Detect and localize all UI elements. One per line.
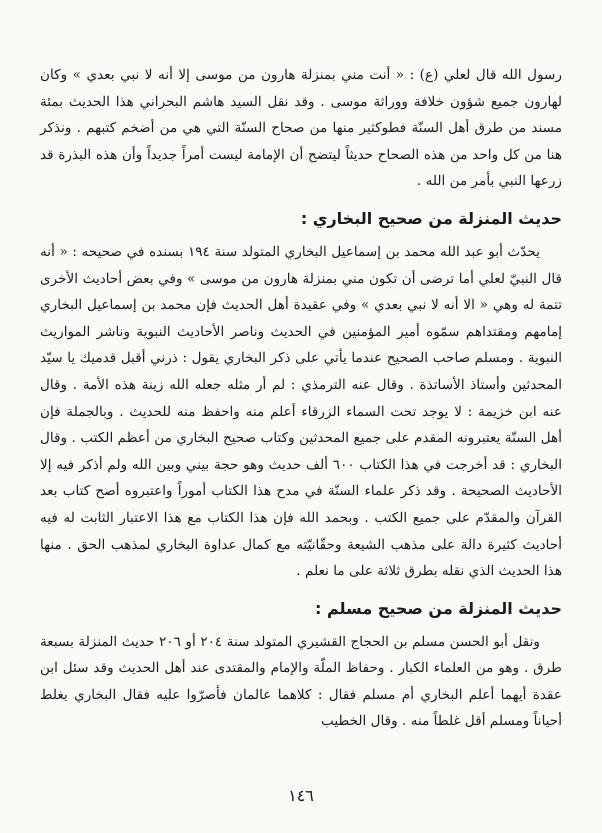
muslim-paragraph: ونقل أبو الحسن مسلم بن الحجاج القشيري المتولد سنة ٢٠٤ أو ٢٠٦ حديث المنزلة بسبعة طرق . وهو من العلماء الكبار . وحفاظ الملّة والإمام والمقتدى عند أهل الحديث وقد سئل ابن عقدة أيهما أعلم البخاري أم مسلم فقال : كلاهما عالمان فأصرّوا عليه فقال البخاري يغلط أحياناً ومسلم أقل غلطاً منه . وقال الخطيب (40, 633, 562, 730)
page-number: ١٤٦ (288, 786, 314, 805)
intro-paragraph: رسول الله قال لعلي (ع) : « أنت مني بمنزلة هارون من موسى إلا أنه لا نبي بعدي » وكان لهارون جميع شؤون خلافة ووراثة موسى . وقد نقل السيد هاشم البحراني هذا الحديث بمئة مسند من طرق أهل السنّة فطوكثير منها من صحاح السنّة التي هي من أضخم كتبهم . ونذكر هنا من كل واحد من هذه الصحاح حديثاً ليتضح أن الإمامة ليست أمراً جديداً وأن هذه البذرة قد زرعها النبي بأمر من الله . (40, 67, 562, 190)
section-heading-muslim: حديث المنزلة من صحيح مسلم : (314, 598, 562, 618)
section-heading-bukhari: حديث المنزلة من صحيح البخاري : (300, 208, 562, 228)
bukhari-paragraph: يحدّث أبو عبد الله محمد بن إسماعيل البخاري المتولد سنة ١٩٤ بسنده في صحيحه : « أنه قال النبيّ لعلي أما ترضى أن تكون مني بمنزلة هارون من موسى » وفي بعض أحاديث الأخرى تتمة له وهي « الا أنه لا نبي بعدي » وفي عقيدة أهل الحديث فإن محمد بن إسماعيل البخاري إمامهم ومقتداهم سمّوه أمير المؤمنين في الحديث وناصر الأحاديث النبوية وناشر المواريث النبوية . ومسلم صاحب الصحيح عندما يأتي على ذكر البخاري يقول : ذرني أقبل قدميك يا سيّد المحدثين وأستاذ الأساتذة . وقال عنه الترمذي : لم أر مثله جعله الله زينة هذه الأمة . وقال عنه ابن خزيمة : لا يوجد تحت السماء الزرقاء أعلم منه واحفظ منه للحديث . وبالجملة فإن أهل السنّة يعتبرونه المقدم على جميع المحدثين وكتاب صحيح البخاري من أعظم الكتب . وقال البخاري : قد أخرجت في هذا الكتاب ٦٠٠ ألف حديث وهو حجة بيني وبين الله ولم أذكر فيه إلا الأحاديث الصحيحة . وقد ذكر علماء السنّة في مدح هذا الكتاب أموراً واعتبروه أصح كتاب بعد القرآن والمقدّم على جميع الكتب . وبحمد الله فإن هذا الكتاب مع هذا الاعتبار الثابت له فيه أحاديث كثيرة دالة على مذهب الشيعة وحقّانيّته مع كمال عداوة البخاري لمذهب الحق . منها هذا الحديث الذي نقله بطرق ثلاثة على ما نعلم . (40, 243, 562, 580)
